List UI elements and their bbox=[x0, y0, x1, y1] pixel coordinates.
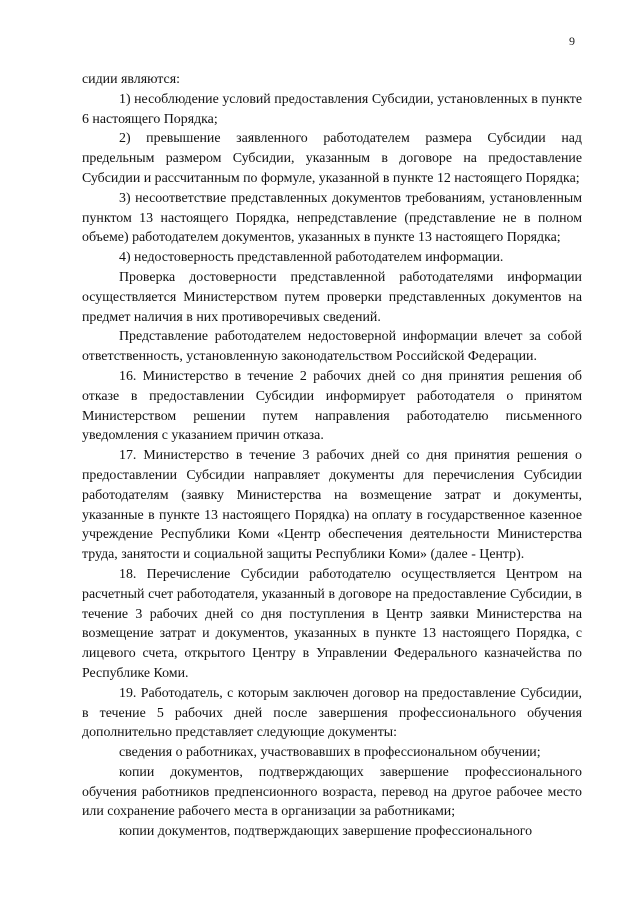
paragraph: копии документов, подтверждающих завершение профессионального bbox=[119, 824, 533, 840]
paragraph: копии документов, подтверждающих завершение профессионального обучения работников предпенсионного возраста, перевод на другое рабочее место или сохранение рабочего места в организации за работниками; bbox=[82, 764, 582, 820]
paragraph: сведения о работниках, участвовавших в профессиональном обучении; bbox=[119, 745, 541, 761]
document-body bbox=[82, 70, 582, 842]
paragraph: Проверка достоверности представленной работодателями информации осуществляется Министерством путем проверки представленных документов на предмет наличия в них противоречивых сведений. bbox=[82, 269, 582, 325]
paragraph: 16. Министерство в течение 2 рабочих дней со дня принятия решения об отказе в предоставлении Субсидии информирует работодателя о принятом Министерством решении путем направления работодателю письменного уведомления с указанием причин отказа. bbox=[82, 368, 582, 444]
paragraph: 2) превышение заявленного работодателем размера Субсидии над предельным размером Субсидии, указанным в договоре на предоставление Субсидии и рассчитанным по формуле, указанной в пункте 12 настоящего Порядка; bbox=[82, 131, 582, 186]
paragraph: Представление работодателем недостоверной информации влечет за собой ответственность, установленную законодательством Российской Федерации. bbox=[82, 329, 582, 365]
page-number: 9 bbox=[569, 34, 575, 48]
paragraph: сидии являются: bbox=[82, 72, 180, 87]
paragraph: 18. Перечисление Субсидии работодателю осуществляется Центром на расчетный счет работодателя, указанный в договоре на предоставление Субсидии, в течение 3 рабочих дней со дня поступления в Центр заявки Министерства на возмещение затрат и документов, указанных в пункте 13 настоящего Порядка, с лицевого счета, открытого Центру в Управлении Федерального казначейства по Республике Коми. bbox=[82, 566, 582, 681]
paragraph: 19. Работодатель, с которым заключен договор на предоставление Субсидии, в течение 5 рабочих дней после завершения профессионального обучения дополнительно представляет следующие документы: bbox=[82, 685, 582, 741]
paragraph: 4) недостоверность представленной работодателем информации. bbox=[119, 250, 504, 266]
paragraph: 1) несоблюдение условий предоставления Субсидии, установленных в пункте 6 настоящего Порядка; bbox=[82, 91, 582, 127]
paragraph: 3) несоответствие представленных документов требованиям, установленным пунктом 13 настоящего Порядка, непредставление (представление не в полном объеме) работодателем документов, указанных в пункте 13 настоящего Порядка; bbox=[82, 190, 582, 246]
paragraph: 17. Министерство в течение 3 рабочих дней со дня принятия решения о предоставлении Субсидии направляет документы для перечисления Субсидии работодателям (заявку Министерства на возмещение затрат и документы, указанные в пункте 13 настоящего Порядка) на оплату в государственное казенное учреждение Республики Коми «Центр обеспечения деятельности Министерства труда, занятости и социальной защиты Республики Коми» (далее - Центр). bbox=[82, 448, 582, 563]
